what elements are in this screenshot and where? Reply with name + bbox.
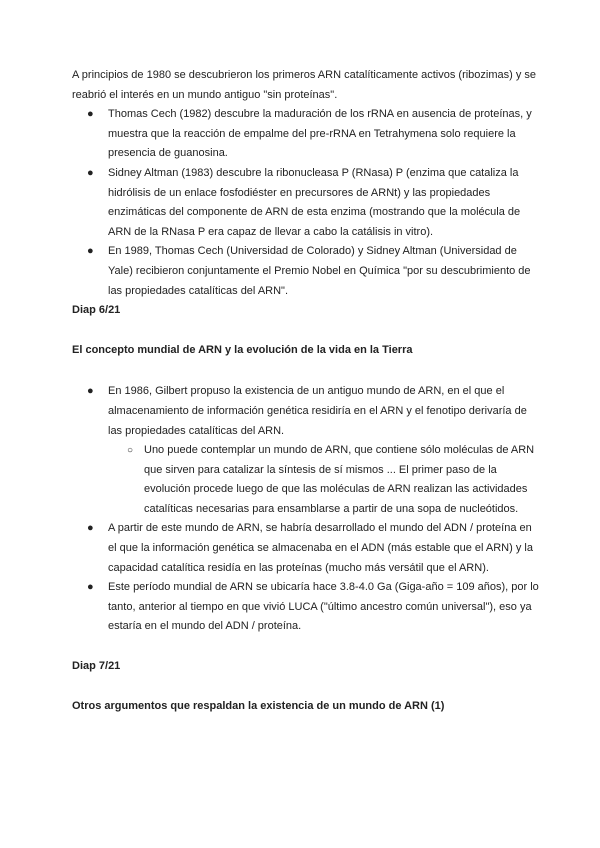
bullet-icon: ● <box>87 581 94 594</box>
list-item-text: Uno puede contemplar un mundo de ARN, que contiene sólo moléculas de ARN que sirven para catalizar la síntesis de sí mismos ... El primer paso de la evolución procede luego de que las moléculas de ARN realizan las actividades catalíticas necesarias para ensamblarse a partir de una sopa de nucleótidos. <box>144 444 535 515</box>
list-item <box>72 105 540 164</box>
list-item-text: Este período mundial de ARN se ubicaría hace 3.8-4.0 Ga (Giga-año = 109 años), por lo tanto, anterior al tiempo en que vivió LUCA ("último ancestro común universal"), eso ya estaría en el mundo del ADN / proteína. <box>108 581 539 633</box>
intro-paragraph: A principios de 1980 se descubrieron los primeros ARN catalíticamente activos (ribozimas) y se reabrió el interés en un mundo antiguo "sin proteínas". <box>72 69 537 101</box>
section-heading: Otros argumentos que respaldan la existencia de un mundo de ARN (1) <box>72 699 445 712</box>
list-item <box>72 578 540 637</box>
bullet-icon: ● <box>87 108 94 121</box>
list-item-text: En 1989, Thomas Cech (Universidad de Colorado) y Sidney Altman (Universidad de Yale) recibieron conjuntamente el Premio Nobel en Química "por su descubrimiento de las propiedades catalíticas del ARN". <box>108 245 531 297</box>
sub-list-item <box>72 441 540 519</box>
bullet-icon: ● <box>87 245 94 258</box>
slide-number: Diap 7/21 <box>72 660 121 673</box>
slide-number: Diap 6/21 <box>72 304 121 317</box>
list-item <box>72 242 540 301</box>
rna-world-list <box>72 382 540 637</box>
discovery-list <box>72 105 540 301</box>
section-heading: El concepto mundial de ARN y la evolución de la vida en la Tierra <box>72 343 413 356</box>
bullet-icon: ● <box>87 522 94 535</box>
list-item <box>72 164 540 242</box>
hollow-bullet-icon: ○ <box>127 445 134 457</box>
list-item-text: En 1986, Gilbert propuso la existencia de un antiguo mundo de ARN, en el que el almacenamiento de información genética residiría en el ARN y el fenotipo derivaría de las propiedades catalíticas del ARN. <box>108 385 527 437</box>
list-item-text: A partir de este mundo de ARN, se habría desarrollado el mundo del ADN / proteína en el que la información genética se almacenaba en el ADN (más estable que el ARN) y la capacidad catalítica residía en las proteínas (mucho más versátil que el ARN). <box>108 522 533 574</box>
list-item-text: Sidney Altman (1983) descubre la ribonucleasa P (RNasa) P (enzima que cataliza la hidrólisis de un enlace fosfodiéster en precursores de ARNt) y las propiedades enzimáticas del componente de ARN de esta enzima (mostrando que la molécula de ARN de la RNasa P era capaz de llevar a cabo la catálisis in vitro). <box>108 166 521 238</box>
list-item <box>72 382 540 441</box>
list-item <box>72 519 540 578</box>
bullet-icon: ● <box>87 385 94 398</box>
bullet-icon: ● <box>87 166 94 179</box>
list-item-text: Thomas Cech (1982) descubre la maduración de los rRNA en ausencia de proteínas, y muestra que la reacción de empalme del pre-rRNA en Tetrahymena solo requiere la presencia de guanosina. <box>108 108 532 160</box>
